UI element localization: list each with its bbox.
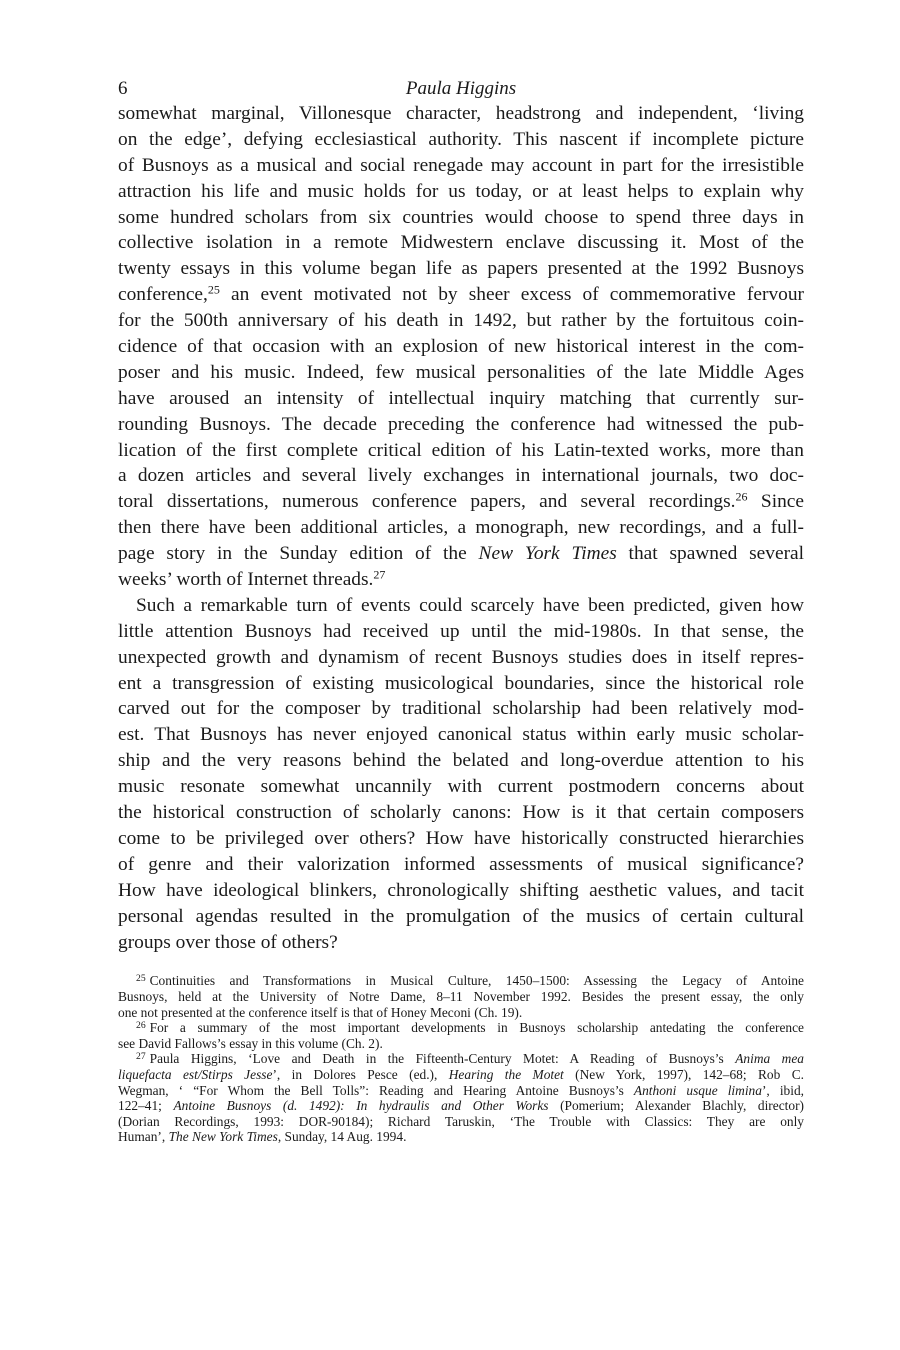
footnote-25: $^{25}$ Continuities and Transformations in Musical Culture, 1450–1500: Assessing the Legacy of Antoine Busnoys, held at the University of Notre Dame, 8–11 November 1992. Besides the present essay, the only one not presented at the conference itself is that of Honey Meconi (Ch. 19). bbox=[118, 973, 804, 1020]
text-line: lication of the first complete critical edition of his Latin-texted works, more than bbox=[118, 439, 804, 461]
text-line: weeks’ worth of Internet threads.$^{27}$ bbox=[118, 567, 386, 591]
footnote-27: $^{27}$ Paula Higgins, ‘Love and Death in the Fifteenth-Century Motet: A Reading of Busnoys’s Anima mea liquefacta est/Stirps Jesse’, in Dolores Pesce (ed.), Hearing the Motet (New York, 1997), 142–68; Rob C. Wegman, ‘ “For Whom the Bell Tolls”: Reading and Hearing Antoine Busnoys’s Anthoni usque limina’, ibid, 122–41; Antoine Busnoys (d. 1492): In hydraulis and Other Works (Pomerium; Alexander Blachly, director) (Dorian Recordings, 1993: DOR-90184); Richard Taruskin, ‘The Trouble with Classics: They are only Human’, The New York Times, Sunday, 14 Aug. 1994. bbox=[118, 1051, 804, 1145]
paragraph-1 bbox=[118, 101, 804, 593]
text-line: the historical construction of scholarly canons: How is it that certain composers bbox=[118, 802, 804, 824]
text-line: of genre and their valorization informed assessments of musical significance? bbox=[118, 853, 804, 875]
text-line: have aroused an intensity of intellectual inquiry matching that currently sur- bbox=[118, 387, 804, 409]
text-line: on the edge’, defying ecclesiastical authority. This nascent if incomplete picture bbox=[118, 128, 804, 150]
text-line: some hundred scholars from six countries would choose to spend three days in bbox=[118, 206, 804, 228]
footnote-number: 27 bbox=[136, 1051, 146, 1063]
italic-title: New York Times bbox=[478, 543, 617, 565]
footnote-ref-27[interactable]: 27 bbox=[373, 567, 386, 582]
text-line: collective isolation in a remote Midwestern enclave discussing it. Most of the bbox=[118, 232, 804, 254]
text-line: Such a remarkable turn of events could scarcely have been predicted, given how bbox=[136, 594, 804, 616]
footnote-number: 26 bbox=[136, 1019, 146, 1031]
text-line: music resonate somewhat uncannily with current postmodern concerns about bbox=[118, 776, 804, 798]
text-line: ship and the very reasons behind the belated and long-overdue attention to his bbox=[118, 750, 804, 772]
book-page bbox=[118, 78, 804, 1145]
text-line: poser and his music. Indeed, few musical personalities of the late Middle Ages bbox=[118, 361, 804, 383]
text-line: attraction his life and music holds for us today, or at least helps to explain why bbox=[118, 180, 804, 202]
text-line: a dozen articles and several lively exchanges in international journals, two doc- bbox=[118, 465, 804, 487]
text-line: groups over those of others? bbox=[118, 931, 338, 953]
text-line: then there have been additional articles, a monograph, new recordings, and a full- bbox=[118, 517, 804, 539]
text-line: rounding Busnoys. The decade preceding the conference had witnessed the pub- bbox=[118, 413, 804, 435]
text-line: somewhat marginal, Villonesque character, headstrong and independent, ‘living bbox=[118, 103, 804, 124]
running-title: Paula Higgins bbox=[405, 78, 517, 99]
text-line: carved out for the composer by traditional scholarship had been relatively mod- bbox=[118, 698, 804, 720]
text-line: little attention Busnoys had received up until the mid-1980s. In that sense, the bbox=[118, 620, 804, 642]
running-head bbox=[118, 78, 804, 100]
text-line: est. That Busnoys has never enjoyed canonical status within early music scholar- bbox=[118, 724, 804, 746]
text-line: page story in the Sunday edition of the New York Times that spawned several bbox=[118, 543, 805, 565]
body-text bbox=[118, 101, 804, 955]
text-line: unexpected growth and dynamism of recent Busnoys studies does in itself repres- bbox=[118, 646, 804, 668]
text-line: ent a transgression of existing musicological boundaries, since the historical role bbox=[118, 672, 804, 694]
footnote-26: $^{26}$ For a summary of the most important developments in Busnoys scholarship antedating the conference see David Fallows’s essay in this volume (Ch. 2). bbox=[118, 1019, 804, 1051]
footnote-number: 25 bbox=[136, 973, 146, 985]
text-line: personal agendas resulted in the promulgation of the musics of certain cultural bbox=[118, 905, 804, 927]
text-line: come to be privileged over others? How have historically constructed hierarchies bbox=[118, 827, 804, 849]
footnote-ref-26[interactable]: 26 bbox=[735, 489, 748, 504]
text-line: for the 500th anniversary of his death in 1492, but rather by the fortuitous coin- bbox=[118, 310, 804, 332]
text-line: conference,$^{25}$ an event motivated not by sheer excess of commemorative fervour bbox=[118, 282, 804, 306]
text-line: cidence of that occasion with an explosion of new historical interest in the com- bbox=[118, 336, 804, 358]
text-line: twenty essays in this volume began life as papers presented at the 1992 Busnoys bbox=[118, 258, 804, 280]
page-number: 6 bbox=[118, 78, 128, 99]
text-line: of Busnoys as a musical and social renegade may account in part for the irresistible bbox=[118, 154, 804, 176]
footnotes bbox=[118, 973, 804, 1145]
footnote-ref-25[interactable]: 25 bbox=[207, 282, 220, 297]
paragraph-2 bbox=[118, 593, 804, 955]
text-line: How have ideological blinkers, chronologically shifting aesthetic values, and tacit bbox=[118, 879, 804, 901]
text-line: toral dissertations, numerous conference papers, and several recordings.$^{26}$ Since bbox=[118, 489, 805, 513]
